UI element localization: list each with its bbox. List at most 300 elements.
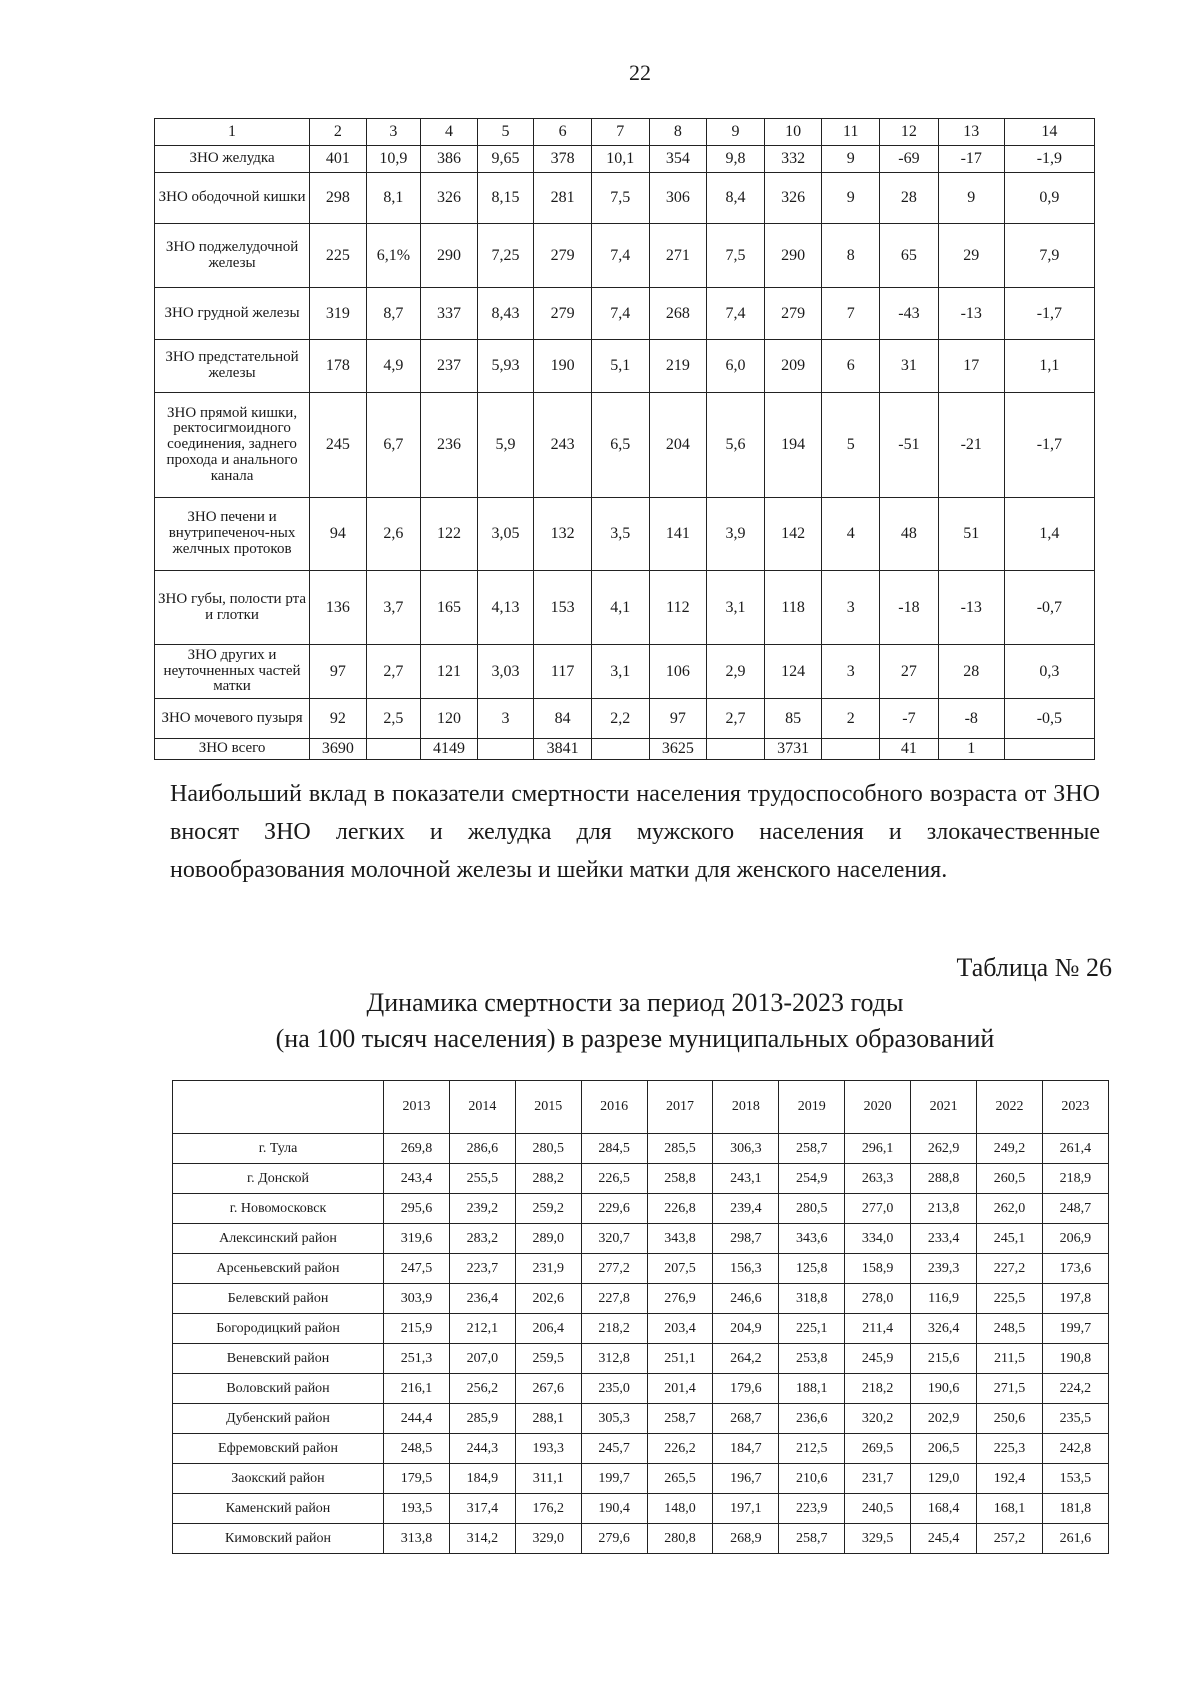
table-cell: 168,1: [977, 1494, 1043, 1524]
table-cell: -1,7: [1004, 393, 1094, 498]
table-cell: 313,8: [384, 1524, 450, 1554]
table-cell: 206,9: [1042, 1224, 1108, 1254]
table-cell: 2,7: [707, 699, 765, 739]
table-cell: 7,4: [591, 288, 649, 340]
row-label: ЗНО грудной железы: [155, 288, 310, 340]
table-cell: 267,6: [515, 1374, 581, 1404]
table-cell: 262,9: [911, 1134, 977, 1164]
table-cell: 231,9: [515, 1254, 581, 1284]
table-row: [155, 173, 1095, 224]
municipal-mortality-table: [172, 1080, 1109, 1554]
table-cell: 8: [822, 224, 880, 288]
table-cell: 288,8: [911, 1164, 977, 1194]
table-cell: 165: [421, 571, 478, 645]
table-cell: -21: [938, 393, 1004, 498]
table-cell: 264,2: [713, 1344, 779, 1374]
table-cell: 17: [938, 340, 1004, 393]
table-cell: 179,5: [384, 1464, 450, 1494]
table-cell: 246,6: [713, 1284, 779, 1314]
table-cell: 206,5: [911, 1434, 977, 1464]
table-cell: 5: [822, 393, 880, 498]
table-cell: 184,7: [713, 1434, 779, 1464]
municipality-name: Кимовский район: [173, 1524, 384, 1554]
table-cell: 2,7: [366, 645, 420, 699]
municipality-name: г. Донской: [173, 1164, 384, 1194]
table-cell: 148,0: [647, 1494, 713, 1524]
header-cell: 7: [591, 119, 649, 146]
municipality-name: Ефремовский район: [173, 1434, 384, 1464]
table-row: [173, 1524, 1109, 1554]
table-cell: 210,6: [779, 1464, 845, 1494]
year-header: 2014: [449, 1081, 515, 1134]
table-cell: 236,6: [779, 1404, 845, 1434]
table-cell: 269,5: [845, 1434, 911, 1464]
table-row: [173, 1254, 1109, 1284]
table-cell: 245,4: [911, 1524, 977, 1554]
table-cell: 298: [310, 173, 367, 224]
table-cell: 285,9: [449, 1404, 515, 1434]
table-cell: -43: [880, 288, 939, 340]
table-cell: 378: [534, 146, 592, 173]
municipality-name: Богородицкий район: [173, 1314, 384, 1344]
table-cell: -51: [880, 393, 939, 498]
table-cell: 225,1: [779, 1314, 845, 1344]
table-cell: 204: [649, 393, 707, 498]
table-cell: 279,6: [581, 1524, 647, 1554]
cancer-mortality-table: [154, 118, 1095, 760]
table-cell: 3625: [649, 739, 707, 760]
table-cell: 245,7: [581, 1434, 647, 1464]
table-row: [173, 1314, 1109, 1344]
table-row: [173, 1494, 1109, 1524]
table-cell: 250,6: [977, 1404, 1043, 1434]
table-cell: 10,9: [366, 146, 420, 173]
table-cell: 218,2: [845, 1374, 911, 1404]
row-label: ЗНО желудка: [155, 146, 310, 173]
table-row: [173, 1194, 1109, 1224]
table-cell: 233,4: [911, 1224, 977, 1254]
table-cell: 1: [938, 739, 1004, 760]
municipality-name: Белевский район: [173, 1284, 384, 1314]
municipality-name: Воловский район: [173, 1374, 384, 1404]
table-cell: 243: [534, 393, 592, 498]
table-row: [173, 1434, 1109, 1464]
table-cell: 65: [880, 224, 939, 288]
table-cell: 245,9: [845, 1344, 911, 1374]
table-row: [155, 288, 1095, 340]
table26-label: Таблица № 26: [956, 953, 1112, 982]
table-cell: 141: [649, 498, 707, 571]
table-cell: 7,5: [591, 173, 649, 224]
table-cell: 3: [477, 699, 534, 739]
table-cell: 124: [764, 645, 822, 699]
table-cell: 4,13: [477, 571, 534, 645]
table-cell: 320,2: [845, 1404, 911, 1434]
table-cell: 29: [938, 224, 1004, 288]
table-cell: 112: [649, 571, 707, 645]
table-cell: 3731: [764, 739, 822, 760]
row-label: ЗНО поджелудочной железы: [155, 224, 310, 288]
table-cell: 306,3: [713, 1134, 779, 1164]
table-cell: 268,9: [713, 1524, 779, 1554]
table-cell: 288,1: [515, 1404, 581, 1434]
table-cell: 258,7: [779, 1524, 845, 1554]
table-cell: 211,5: [977, 1344, 1043, 1374]
table-row: [155, 645, 1095, 699]
table-row: [155, 498, 1095, 571]
table-cell: 8,7: [366, 288, 420, 340]
table-cell: 168,4: [911, 1494, 977, 1524]
table-cell: 3: [822, 571, 880, 645]
table-cell: 3,05: [477, 498, 534, 571]
table-cell: 203,4: [647, 1314, 713, 1344]
municipality-name: Алексинский район: [173, 1224, 384, 1254]
table-cell: 8,15: [477, 173, 534, 224]
table-cell: 3,1: [707, 571, 765, 645]
header-corner: [173, 1081, 384, 1134]
table-cell: 9: [822, 146, 880, 173]
table-cell: 242,8: [1042, 1434, 1108, 1464]
table-cell: 319,6: [384, 1224, 450, 1254]
table-cell: 181,8: [1042, 1494, 1108, 1524]
table-cell: 401: [310, 146, 367, 173]
table-cell: 106: [649, 645, 707, 699]
table-cell: 116,9: [911, 1284, 977, 1314]
table-cell: 7,4: [707, 288, 765, 340]
table-cell: 117: [534, 645, 592, 699]
header-cell: 8: [649, 119, 707, 146]
table-cell: 3,03: [477, 645, 534, 699]
row-label: ЗНО всего: [155, 739, 310, 760]
table-cell: 125,8: [779, 1254, 845, 1284]
table-row: [173, 1374, 1109, 1404]
table-cell: 3,5: [591, 498, 649, 571]
table-cell: [822, 739, 880, 760]
table-cell: 2: [822, 699, 880, 739]
table-cell: 337: [421, 288, 478, 340]
table-cell: 6,7: [366, 393, 420, 498]
row-label: ЗНО ободочной кишки: [155, 173, 310, 224]
table-cell: 7,9: [1004, 224, 1094, 288]
table-cell: 223,9: [779, 1494, 845, 1524]
table-cell: 269,8: [384, 1134, 450, 1164]
table-cell: 122: [421, 498, 478, 571]
table-cell: 120: [421, 699, 478, 739]
table-cell: 259,2: [515, 1194, 581, 1224]
table-cell: 261,4: [1042, 1134, 1108, 1164]
table-cell: 261,6: [1042, 1524, 1108, 1554]
table-cell: 223,7: [449, 1254, 515, 1284]
table-cell: 319: [310, 288, 367, 340]
table-cell: 243,1: [713, 1164, 779, 1194]
table26-title-line1: Динамика смертности за период 2013-2023 годы: [366, 988, 904, 1017]
header-cell: 1: [155, 119, 310, 146]
table-cell: 343,6: [779, 1224, 845, 1254]
table-cell: 92: [310, 699, 367, 739]
table-cell: -69: [880, 146, 939, 173]
header-cell: 5: [477, 119, 534, 146]
table-row: [173, 1284, 1109, 1314]
table-cell: 178: [310, 340, 367, 393]
table-cell: 1,4: [1004, 498, 1094, 571]
table-cell: 278,0: [845, 1284, 911, 1314]
table-cell: -13: [938, 288, 1004, 340]
table-cell: 312,8: [581, 1344, 647, 1374]
table-cell: 320,7: [581, 1224, 647, 1254]
header-cell: 9: [707, 119, 765, 146]
header-cell: 12: [880, 119, 939, 146]
table-cell: 7,5: [707, 224, 765, 288]
table-cell: 4: [822, 498, 880, 571]
table-cell: 262,0: [977, 1194, 1043, 1224]
table-cell: 197,8: [1042, 1284, 1108, 1314]
table-cell: 173,6: [1042, 1254, 1108, 1284]
table-cell: 2,2: [591, 699, 649, 739]
table-cell: 244,4: [384, 1404, 450, 1434]
table-cell: 225,5: [977, 1284, 1043, 1314]
table-cell: 207,0: [449, 1344, 515, 1374]
table-cell: 281: [534, 173, 592, 224]
table-cell: 256,2: [449, 1374, 515, 1404]
table-cell: 9,8: [707, 146, 765, 173]
table-row: [173, 1344, 1109, 1374]
table-cell: 224,2: [1042, 1374, 1108, 1404]
table-cell: 9: [938, 173, 1004, 224]
table-cell: 225,3: [977, 1434, 1043, 1464]
table-cell: 248,5: [977, 1314, 1043, 1344]
table-cell: 121: [421, 645, 478, 699]
table-cell: 229,6: [581, 1194, 647, 1224]
table-cell: 218,2: [581, 1314, 647, 1344]
table-cell: 6,0: [707, 340, 765, 393]
table-row: [173, 1224, 1109, 1254]
table-cell: -8: [938, 699, 1004, 739]
table-cell: 386: [421, 146, 478, 173]
table-cell: 48: [880, 498, 939, 571]
table-cell: 236,4: [449, 1284, 515, 1314]
table-cell: 2,9: [707, 645, 765, 699]
table-cell: 279: [534, 224, 592, 288]
table-cell: 311,1: [515, 1464, 581, 1494]
table-cell: 7,4: [591, 224, 649, 288]
row-label: ЗНО других и неуточненных частей матки: [155, 645, 310, 699]
table-cell: 248,7: [1042, 1194, 1108, 1224]
body-paragraph: Наибольший вклад в показатели смертности населения трудоспособного возраста от ЗНО вносят ЗНО легких и желудка для мужского населения и злокачественные новообразования молочной железы и шейки матки для женского населения.: [170, 781, 1100, 883]
header-cell: 6: [534, 119, 592, 146]
table-cell: -17: [938, 146, 1004, 173]
table-cell: 279: [764, 288, 822, 340]
table-cell: 280,5: [779, 1194, 845, 1224]
year-header: 2013: [384, 1081, 450, 1134]
table-cell: -1,9: [1004, 146, 1094, 173]
table-cell: -18: [880, 571, 939, 645]
table-cell: 84: [534, 699, 592, 739]
table-cell: 179,6: [713, 1374, 779, 1404]
municipality-name: г. Новомосковск: [173, 1194, 384, 1224]
table-cell: 211,4: [845, 1314, 911, 1344]
table-cell: 209: [764, 340, 822, 393]
table-cell: 6,5: [591, 393, 649, 498]
table-cell: 314,2: [449, 1524, 515, 1554]
table-cell: 276,9: [647, 1284, 713, 1314]
table-cell: 193,3: [515, 1434, 581, 1464]
table-cell: 326: [421, 173, 478, 224]
table-cell: 3690: [310, 739, 367, 760]
table-row: [173, 1464, 1109, 1494]
table-cell: 4,1: [591, 571, 649, 645]
table26-title: [170, 985, 1100, 1057]
table-cell: 215,6: [911, 1344, 977, 1374]
table-cell: 7,25: [477, 224, 534, 288]
table-cell: 207,5: [647, 1254, 713, 1284]
table-cell: 28: [880, 173, 939, 224]
table-cell: 239,3: [911, 1254, 977, 1284]
table-cell: 129,0: [911, 1464, 977, 1494]
table-cell: 3,1: [591, 645, 649, 699]
table-row: [155, 224, 1095, 288]
table-cell: 271: [649, 224, 707, 288]
table-cell: 176,2: [515, 1494, 581, 1524]
table-cell: 0,3: [1004, 645, 1094, 699]
table-row: [155, 699, 1095, 739]
table-cell: 305,3: [581, 1404, 647, 1434]
table-row: [155, 340, 1095, 393]
table-cell: 10,1: [591, 146, 649, 173]
table-cell: 258,8: [647, 1164, 713, 1194]
table-cell: 201,4: [647, 1374, 713, 1404]
table-cell: 260,5: [977, 1164, 1043, 1194]
table-cell: 231,7: [845, 1464, 911, 1494]
table-cell: 265,5: [647, 1464, 713, 1494]
table-cell: 219: [649, 340, 707, 393]
table-cell: -13: [938, 571, 1004, 645]
table-cell: -0,7: [1004, 571, 1094, 645]
table-cell: 190,8: [1042, 1344, 1108, 1374]
table-cell: 202,9: [911, 1404, 977, 1434]
municipality-name: Каменский район: [173, 1494, 384, 1524]
table-cell: 329,0: [515, 1524, 581, 1554]
table-cell: 277,2: [581, 1254, 647, 1284]
table-cell: 227,2: [977, 1254, 1043, 1284]
municipality-name: г. Тула: [173, 1134, 384, 1164]
table-cell: 258,7: [779, 1134, 845, 1164]
table-cell: 306: [649, 173, 707, 224]
table-header-row: [155, 119, 1095, 146]
table-cell: 3: [822, 645, 880, 699]
table26-title-line2: (на 100 тысяч населения) в разрезе муниципальных образований: [275, 1024, 995, 1053]
table-row: [173, 1404, 1109, 1434]
year-header: 2019: [779, 1081, 845, 1134]
table-cell: 251,3: [384, 1344, 450, 1374]
table-row: [155, 146, 1095, 173]
table-cell: 251,1: [647, 1344, 713, 1374]
table-cell: 27: [880, 645, 939, 699]
table-cell: 97: [649, 699, 707, 739]
table-cell: 263,3: [845, 1164, 911, 1194]
table-cell: 1,1: [1004, 340, 1094, 393]
table-cell: 5,93: [477, 340, 534, 393]
table-row: [155, 393, 1095, 498]
table-cell: 190: [534, 340, 592, 393]
table-cell: 290: [764, 224, 822, 288]
table-header-row: [173, 1081, 1109, 1134]
table-cell: 277,0: [845, 1194, 911, 1224]
table-cell: 288,2: [515, 1164, 581, 1194]
table-cell: 237: [421, 340, 478, 393]
row-label: ЗНО печени и внутрипеченоч-ных желчных протоков: [155, 498, 310, 571]
table-cell: 4149: [421, 739, 478, 760]
table-cell: 318,8: [779, 1284, 845, 1314]
table-cell: 280,5: [515, 1134, 581, 1164]
table-cell: 258,7: [647, 1404, 713, 1434]
table-cell: 196,7: [713, 1464, 779, 1494]
year-header: 2018: [713, 1081, 779, 1134]
table-cell: 216,1: [384, 1374, 450, 1404]
table-cell: 245: [310, 393, 367, 498]
table-cell: 245,1: [977, 1224, 1043, 1254]
table-cell: 9: [822, 173, 880, 224]
table-cell: 213,8: [911, 1194, 977, 1224]
table-cell: 254,9: [779, 1164, 845, 1194]
table-cell: 255,5: [449, 1164, 515, 1194]
table-cell: 3841: [534, 739, 592, 760]
table-cell: 354: [649, 146, 707, 173]
table-cell: 6,1%: [366, 224, 420, 288]
table-cell: 0,9: [1004, 173, 1094, 224]
table-cell: 296,1: [845, 1134, 911, 1164]
table-cell: 280,8: [647, 1524, 713, 1554]
table-cell: [1004, 739, 1094, 760]
table-cell: 279: [534, 288, 592, 340]
table-cell: 236: [421, 393, 478, 498]
table-cell: 247,5: [384, 1254, 450, 1284]
table-cell: 7: [822, 288, 880, 340]
table-cell: 5,6: [707, 393, 765, 498]
table-cell: 212,1: [449, 1314, 515, 1344]
header-cell: 4: [421, 119, 478, 146]
table-cell: 286,6: [449, 1134, 515, 1164]
table-cell: 283,2: [449, 1224, 515, 1254]
table-row: [155, 739, 1095, 760]
table-cell: 199,7: [581, 1464, 647, 1494]
row-label: ЗНО предстательной железы: [155, 340, 310, 393]
table-cell: 326: [764, 173, 822, 224]
table-cell: 190,4: [581, 1494, 647, 1524]
table-cell: 253,8: [779, 1344, 845, 1374]
table-cell: -0,5: [1004, 699, 1094, 739]
table-cell: 271,5: [977, 1374, 1043, 1404]
table-cell: 218,9: [1042, 1164, 1108, 1194]
table-cell: 226,5: [581, 1164, 647, 1194]
table-cell: 188,1: [779, 1374, 845, 1404]
table-cell: 153,5: [1042, 1464, 1108, 1494]
table-cell: 249,2: [977, 1134, 1043, 1164]
year-header: 2021: [911, 1081, 977, 1134]
row-label: ЗНО мочевого пузыря: [155, 699, 310, 739]
table-row: [173, 1134, 1109, 1164]
table-cell: 8,1: [366, 173, 420, 224]
year-header: 2016: [581, 1081, 647, 1134]
header-cell: 3: [366, 119, 420, 146]
table-cell: 192,4: [977, 1464, 1043, 1494]
table-cell: 190,6: [911, 1374, 977, 1404]
table-cell: 2,5: [366, 699, 420, 739]
table-cell: 285,5: [647, 1134, 713, 1164]
table-cell: 193,5: [384, 1494, 450, 1524]
table-cell: 226,2: [647, 1434, 713, 1464]
table-cell: 8,4: [707, 173, 765, 224]
table-cell: 243,4: [384, 1164, 450, 1194]
